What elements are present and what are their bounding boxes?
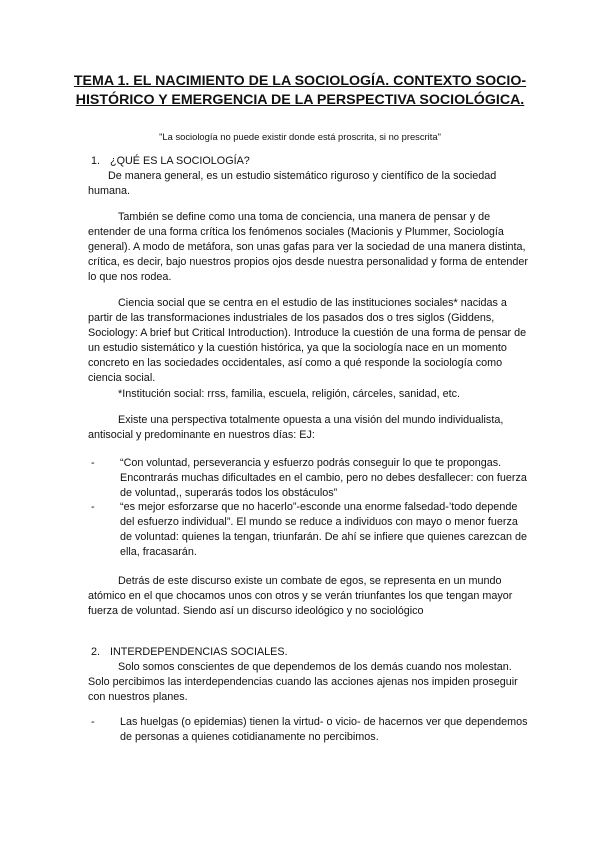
section-1-intro: De manera general, es un estudio sistemático riguroso y científico de la sociedad humana.	[88, 170, 497, 197]
section-1-paragraph-4: Existe una perspectiva totalmente opuesta a una visión del mundo individualista, antisocial y predominante en nuestros días: EJ:	[88, 414, 504, 441]
section-1-heading	[91, 154, 250, 169]
section-1-number: 1.	[91, 155, 101, 167]
list-item-text: “es mejor esforzarse que no hacerlo”-esconde una enorme falsedad-’todo depende del esfuerzo individual”. El mundo se reduce a individuos con mayo o menor fuerza de voluntad: quienes la tengan, triunfarán. De ahí se infiere que quienes carezcan de ella, fracasarán.	[120, 501, 527, 558]
epigraph: "La sociología no puede existir donde está proscrita, si no prescrita"	[159, 131, 441, 142]
list-item	[91, 715, 528, 745]
section-2-intro: Solo somos conscientes de que dependemos de los demás cuando nos molestan. Solo percibimos las interdependencias cuando las acciones ajenas nos impiden proseguir con nuestros planes.	[88, 661, 518, 703]
list-item-text: “Con voluntad, perseverancia y esfuerzo podrás conseguir lo que te propongas. Encontrarás muchas dificultades en el cambio, pero no debes desfallecer: con fuerza de voluntad,, superarás todos los obstáculos”	[120, 457, 527, 499]
section-1-paragraph-3: Ciencia social que se centra en el estudio de las instituciones sociales* nacidas a partir de las transformaciones industriales de los pasados dos o tres siglos (Giddens, Sociology: A brief but Critical Introduction). Introduce la cuestión de una forma de pensar de un estudio sistemático y la cuestión histórica, ya que la sociología nace en un momento concreto en las sociedades occidentales, así como a qué responde la sociología como ciencia social.	[88, 297, 527, 384]
list-item	[91, 456, 528, 501]
section-1-paragraph-5: Detrás de este discurso existe un combate de egos, se representa en un mundo atómico en el que chocamos unos con otros y se verán triunfantes los que tengan mayor fuerza de voluntad. Siendo así un discurso ideológico y no sociológico	[88, 575, 513, 617]
list-dash: -	[91, 501, 95, 513]
section-1-title: ¿QUÉ ES LA SOCIOLOGÍA?	[110, 155, 250, 167]
list-item	[91, 500, 528, 560]
page-title: TEMA 1. EL NACIMIENTO DE LA SOCIOLOGÍA. CONTEXTO SOCIO-HISTÓRICO Y EMERGENCIA DE LA PERSPECTIVA SOCIOLÓGICA.	[73, 73, 527, 108]
section-2-heading	[91, 645, 288, 660]
section-1-paragraph-2: También se define como una toma de conciencia, una manera de pensar y de entender de una forma crítica los fenómenos sociales (Macionis y Plummer, Sociología general). A modo de metáfora, son unas gafas para ver la sociedad de una manera distinta, crítica, es decir, bajo nuestros propios ojos desde nuestra personalidad y forma de entender lo que nos rodea.	[88, 211, 528, 283]
list-item-text: Las huelgas (o epidemias) tienen la virtud- o vicio- de hacernos ver que dependemos de personas a quienes cotidianamente no percibimos.	[120, 716, 528, 743]
section-1-footnote: *Institución social: rrss, familia, escuela, religión, cárceles, sanidad, etc.	[118, 388, 461, 400]
list-dash: -	[91, 457, 95, 469]
list-dash: -	[91, 716, 95, 728]
section-2-title: INTERDEPENDENCIAS SOCIALES.	[110, 646, 288, 658]
section-2-number: 2.	[91, 646, 101, 658]
